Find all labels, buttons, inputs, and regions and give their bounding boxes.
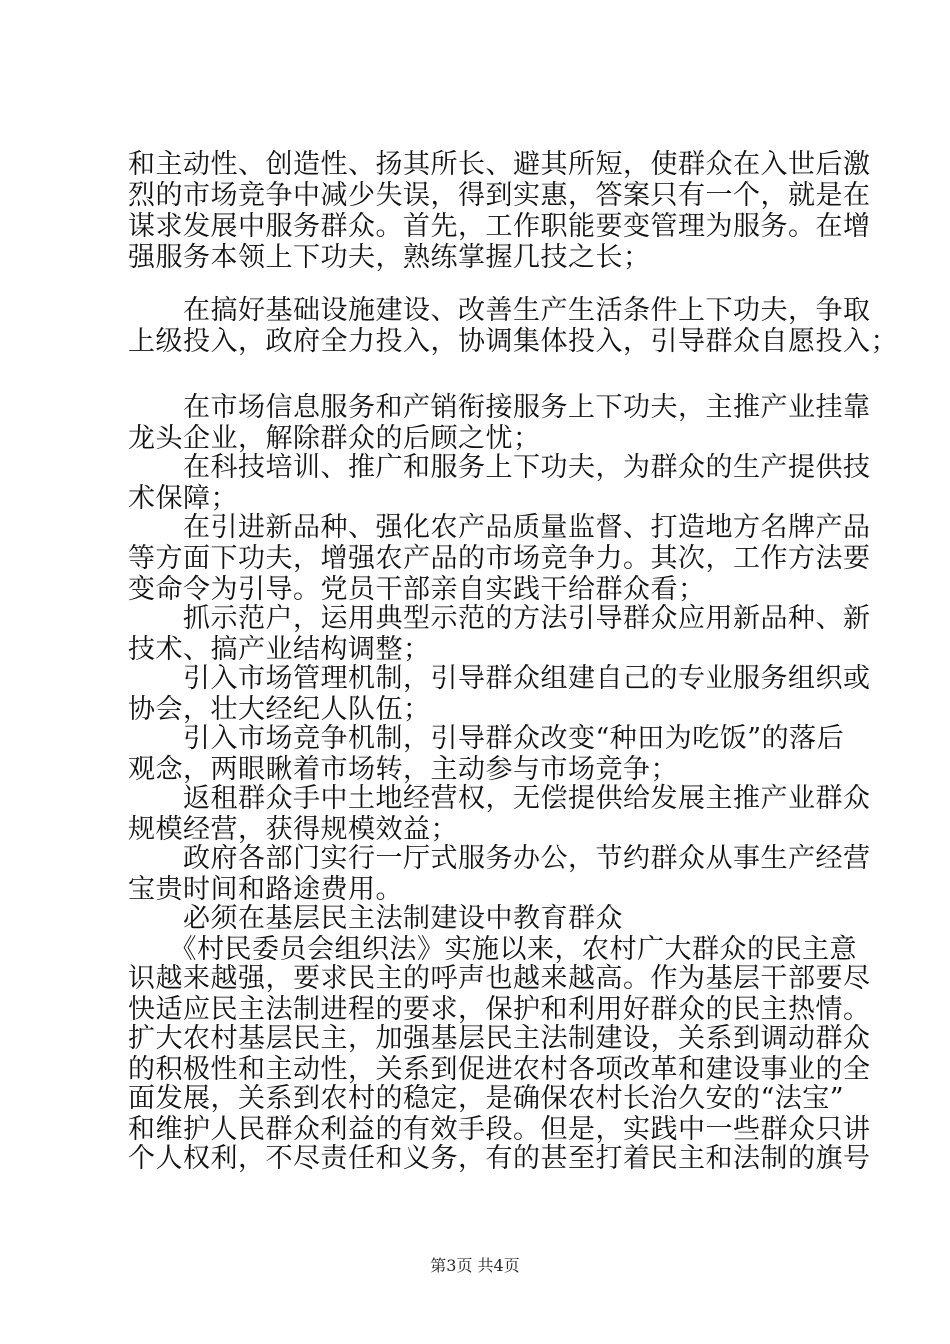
text-line: 和主动性、创造性、扬其所长、避其所短，使群众在入世后激 [128, 149, 871, 180]
text-line: 引入市场竞争机制，引导群众改变“种田为吃饭”的落后 [128, 723, 845, 754]
text-line: 宝贵时间和路途费用。 [128, 874, 403, 905]
text-line: 强服务本领上下功夫，熟练掌握几技之长； [128, 242, 651, 273]
text-line: 规模经营，获得规模效益； [128, 814, 458, 845]
text-line: 观念，两眼瞅着市场转，主动参与市场竞争； [128, 754, 678, 785]
text-line: 扩大农村基层民主，加强基层民主法制建设，关系到调动群众 [128, 1023, 871, 1054]
text-line: 龙头企业，解除群众的后顾之忧； [128, 423, 541, 454]
text-line: 协会，壮大经纪人队伍； [128, 694, 431, 725]
text-line: 在市场信息服务和产销衔接服务上下功夫，主推产业挂靠 [128, 392, 871, 423]
text-line: 《村民委员会组织法》实施以来，农村广大群众的民主意 [128, 934, 857, 965]
text-line: 技术、搞产业结构调整； [128, 634, 431, 665]
text-line: 术保障； [128, 483, 238, 514]
text-line: 在科技培训、推广和服务上下功夫，为群众的生产提供技 [128, 452, 871, 483]
text-line: 面发展，关系到农村的稳定，是确保农村长治久安的“法宝” [128, 1083, 845, 1114]
section-heading: 必须在基层民主法制建设中教育群众 [128, 903, 623, 934]
text-line: 在引进新品种、强化农产品质量监督、打造地方名牌产品 [128, 512, 871, 543]
text-line: 政府各部门实行一厅式服务办公，节约群众从事生产经营 [128, 843, 871, 874]
text-line: 个人权利，不尽责任和义务，有的甚至打着民主和法制的旗号 [128, 1143, 871, 1174]
text-line: 抓示范户，运用典型示范的方法引导群众应用新品种、新 [128, 603, 871, 634]
text-line: 谋求发展中服务群众。首先，工作职能要变管理为服务。在增 [128, 211, 871, 242]
text-line: 快适应民主法制进程的要求，保护和利用好群众的民主热情。 [128, 994, 871, 1025]
text-line: 烈的市场竞争中减少失误，得到实惠，答案只有一个，就是在 [128, 180, 871, 211]
text-line: 上级投入，政府全力投入，协调集体投入，引导群众自愿投入； [128, 326, 898, 357]
text-line: 引入市场管理机制，引导群众组建自己的专业服务组织或 [128, 663, 871, 694]
page-number: 第3页 共4页 [430, 1256, 520, 1275]
text-line: 变命令为引导。党员干部亲自实践干给群众看； [128, 574, 706, 605]
text-line: 和维护人民群众利益的有效手段。但是，实践中一些群众只讲 [128, 1114, 871, 1145]
text-line: 在搞好基础设施建设、改善生产生活条件上下功夫，争取 [128, 295, 871, 326]
text-line: 返租群众手中土地经营权，无偿提供给发展主推产业群众 [128, 783, 871, 814]
text-line: 的积极性和主动性，关系到促进农村各项改革和建设事业的全 [128, 1054, 871, 1085]
text-line: 等方面下功夫，增强农产品的市场竞争力。其次，工作方法要 [128, 543, 871, 574]
text-line: 识越来越强，要求民主的呼声也越来越高。作为基层干部要尽 [128, 963, 871, 994]
